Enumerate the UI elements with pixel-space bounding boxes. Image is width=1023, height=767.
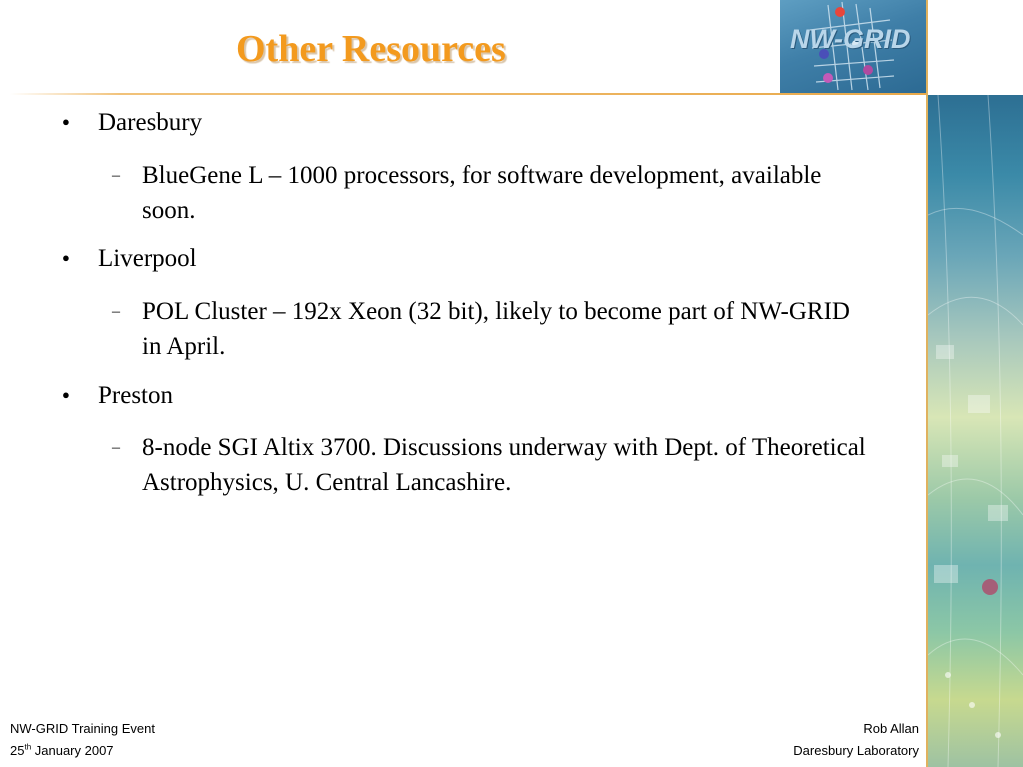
header-divider — [10, 93, 928, 95]
decorative-side-image — [928, 95, 1023, 767]
footer-date-suffix: th — [24, 742, 32, 752]
bullet-icon: ● — [62, 114, 70, 130]
footer-event: NW-GRID Training Event — [10, 721, 155, 736]
sub-list-item — [112, 158, 872, 228]
sub-list-item-text: POL Cluster – 192x Xeon (32 bit), likely to become part of NW-GRID in April. — [142, 298, 850, 360]
list-item-label: Liverpool — [98, 245, 197, 272]
decorative-pattern-icon — [928, 95, 1023, 767]
bullet-icon: ● — [62, 387, 70, 403]
dash-icon: – — [112, 167, 120, 184]
sub-list-item — [112, 294, 872, 364]
footer-date-day: 25 — [10, 743, 25, 758]
footer-date — [10, 743, 114, 759]
nw-grid-logo — [780, 0, 926, 93]
right-strip-top — [928, 0, 1023, 93]
list-item — [62, 381, 173, 412]
bullet-icon: ● — [62, 250, 70, 266]
slide-title: Other Resources — [236, 28, 506, 70]
sub-list-item — [112, 430, 872, 500]
sub-list-item-text: BlueGene L – 1000 processors, for software development, available soon. — [142, 162, 822, 224]
footer-author: Rob Allan — [863, 721, 919, 736]
footer-affiliation: Daresbury Laboratory — [793, 743, 919, 758]
dash-icon: – — [112, 439, 120, 456]
list-item-label: Daresbury — [98, 109, 203, 136]
list-item — [62, 244, 197, 275]
logo-text: NW-GRID — [790, 24, 911, 54]
list-item — [62, 108, 202, 139]
footer-date-rest: January 2007 — [31, 743, 114, 758]
sub-list-item-text: 8-node SGI Altix 3700. Discussions underway with Dept. of Theoretical Astrophysics, U. Central Lancashire. — [142, 434, 866, 496]
dash-icon: – — [112, 303, 120, 320]
list-item-label: Preston — [98, 382, 173, 409]
